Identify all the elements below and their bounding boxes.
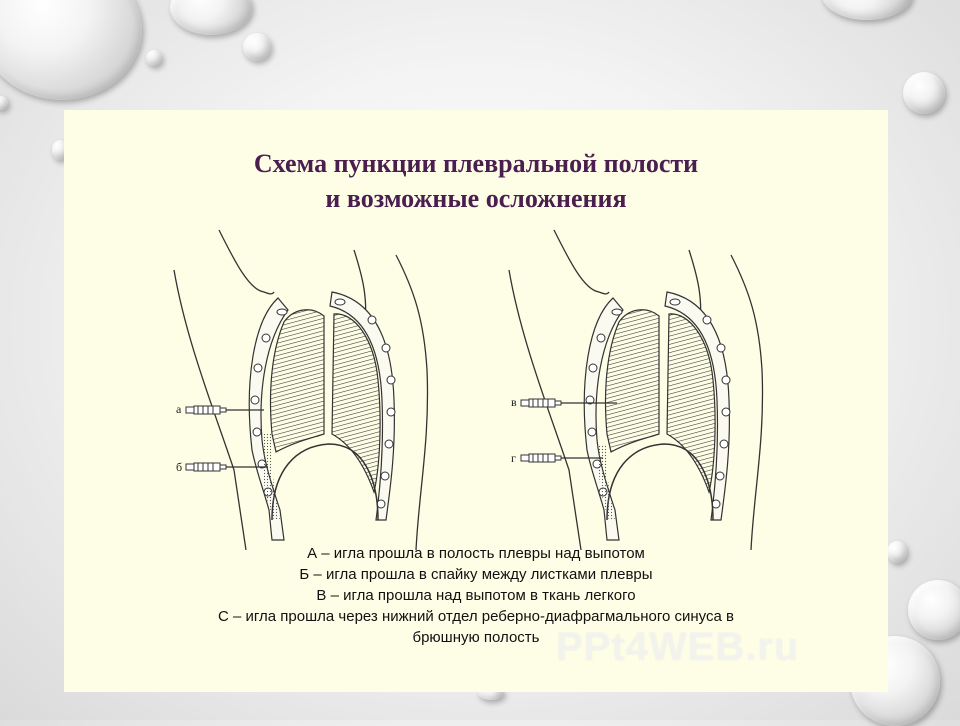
- caption-line-v: В – игла прошла над выпотом в ткань легкого: [316, 587, 636, 604]
- water-drop-decoration: [887, 541, 907, 563]
- slide-panel: [64, 110, 888, 692]
- water-drop-decoration: [908, 580, 960, 640]
- watermark-text: PPt4WEB.ru: [556, 625, 800, 669]
- right-torso-figure: [509, 230, 763, 550]
- syringe-b: [186, 463, 226, 471]
- title-line-2: и возможные осложнения: [325, 184, 627, 213]
- needle-label-b: б: [176, 460, 183, 474]
- syringe-v: [521, 399, 561, 407]
- caption-line-b: Б – игла прошла в спайку между листками плевры: [299, 566, 653, 583]
- pleural-puncture-diagram: [164, 220, 824, 550]
- water-drop-decoration: [0, 96, 8, 110]
- syringe-g: [521, 454, 561, 462]
- syringe-a: [186, 406, 226, 414]
- water-drop-decoration: [822, 0, 912, 20]
- title-line-1: Схема пункции плевральной полости: [253, 149, 699, 178]
- water-drop-decoration: [146, 50, 162, 66]
- caption-line-c: С – игла прошла через нижний отдел реберно-диафрагмального синуса в: [218, 608, 734, 625]
- needle-label-a: а: [176, 402, 182, 416]
- water-drop-decoration: [0, 0, 142, 100]
- left-torso-figure: [174, 230, 428, 550]
- caption-line-a: А – игла прошла в полость плевры над выпотом: [307, 545, 645, 562]
- caption-line-c-cont: брюшную полость: [412, 629, 540, 646]
- slide-title: [64, 146, 888, 216]
- needle-label-v: в: [511, 395, 517, 409]
- water-drop-decoration: [243, 33, 271, 61]
- needle-label-g: г: [511, 451, 516, 465]
- water-drop-decoration: [170, 0, 252, 35]
- water-drop-decoration: [903, 72, 945, 114]
